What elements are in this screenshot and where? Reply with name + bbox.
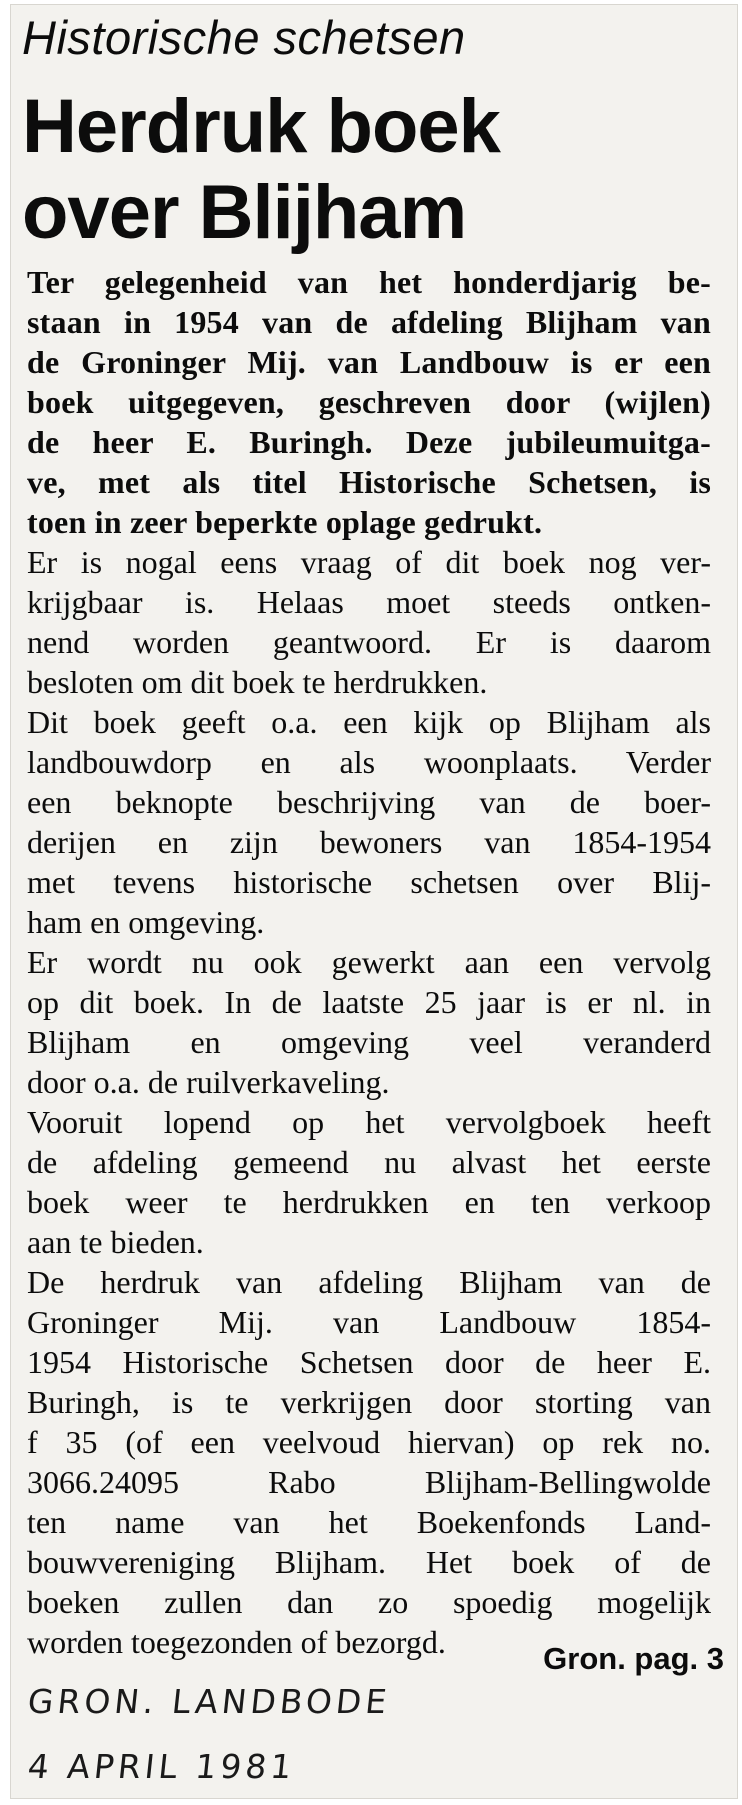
article-kicker: Historische schetsen bbox=[22, 11, 466, 64]
body-paragraph bbox=[27, 1262, 711, 1662]
text-line: Vooruit lopend op het vervolgboek heeft bbox=[27, 1104, 711, 1140]
text-line: boeken zullen dan zo spoedig mogelijk bbox=[27, 1584, 711, 1620]
headline-line: over Blijham bbox=[22, 170, 467, 255]
text-line: nend worden geantwoord. Er is daarom bbox=[27, 624, 711, 660]
text-line: besloten om dit boek te herdrukken. bbox=[27, 664, 488, 700]
article-body bbox=[27, 262, 711, 1662]
handwritten-date-note: 4 APRIL 1981 bbox=[25, 1747, 298, 1786]
text-line: een beknopte beschrijving van de boer- bbox=[27, 784, 711, 820]
text-line: 3066.24095 Rabo Blijham-Bellingwolde bbox=[27, 1464, 711, 1500]
body-paragraph bbox=[27, 1102, 711, 1262]
text-line: worden toegezonden of bezorgd. bbox=[27, 1624, 446, 1660]
text-line: de Groninger Mij. van Landbouw is er een bbox=[27, 344, 711, 380]
text-line: aan te bieden. bbox=[27, 1224, 204, 1260]
text-line: boek weer te herdrukken en ten verkoop bbox=[27, 1184, 711, 1220]
text-line: derijen en zijn bewoners van 1854-1954 bbox=[27, 824, 711, 860]
text-line: de heer E. Buringh. Deze jubileumuitga- bbox=[27, 424, 711, 460]
text-line: f 35 (of een veelvoud hiervan) op rek no. bbox=[27, 1424, 711, 1460]
text-line: De herdruk van afdeling Blijham van de bbox=[27, 1264, 711, 1300]
headline-line: Herdruk boek bbox=[22, 84, 500, 169]
text-line: ham en omgeving. bbox=[27, 904, 265, 940]
page-source-label: Gron. pag. 3 bbox=[543, 1641, 724, 1676]
text-line: door o.a. de ruilverkaveling. bbox=[27, 1064, 390, 1100]
body-paragraph bbox=[27, 702, 711, 942]
text-line: Er is nogal eens vraag of dit boek nog ver- bbox=[27, 544, 711, 580]
text-line: op dit boek. In de laatste 25 jaar is er nl. in bbox=[27, 984, 711, 1020]
handwritten-source-note: GRON. LANDBODE bbox=[25, 1682, 393, 1721]
text-line: boek uitgegeven, geschreven door (wijlen) bbox=[27, 384, 711, 420]
text-line: Er wordt nu ook gewerkt aan een vervolg bbox=[27, 944, 711, 980]
text-line: 1954 Historische Schetsen door de heer E. bbox=[27, 1344, 711, 1380]
text-line: Blijham en omgeving veel veranderd bbox=[27, 1024, 711, 1060]
article-headline bbox=[22, 84, 722, 256]
lead-paragraph bbox=[27, 262, 711, 542]
text-line: bouwvereniging Blijham. Het boek of de bbox=[27, 1544, 711, 1580]
body-paragraph bbox=[27, 542, 711, 702]
text-line: krijgbaar is. Helaas moet steeds ontken- bbox=[27, 584, 711, 620]
text-line: Ter gelegenheid van het honderdjarig be- bbox=[27, 264, 711, 300]
text-line: staan in 1954 van de afdeling Blijham van bbox=[27, 304, 711, 340]
text-line: landbouwdorp en als woonplaats. Verder bbox=[27, 744, 711, 780]
text-line: Groninger Mij. van Landbouw 1854- bbox=[27, 1304, 711, 1340]
text-line: Buringh, is te verkrijgen door storting van bbox=[27, 1384, 711, 1420]
text-line: Dit boek geeft o.a. een kijk op Blijham als bbox=[27, 704, 711, 740]
text-line: ten name van het Boekenfonds Land- bbox=[27, 1504, 711, 1540]
text-line: met tevens historische schetsen over Blij- bbox=[27, 864, 711, 900]
text-line: ve, met als titel Historische Schetsen, is bbox=[27, 464, 711, 500]
text-line: de afdeling gemeend nu alvast het eerste bbox=[27, 1144, 711, 1180]
text-line: toen in zeer beperkte oplage gedrukt. bbox=[27, 504, 543, 540]
body-paragraph bbox=[27, 942, 711, 1102]
